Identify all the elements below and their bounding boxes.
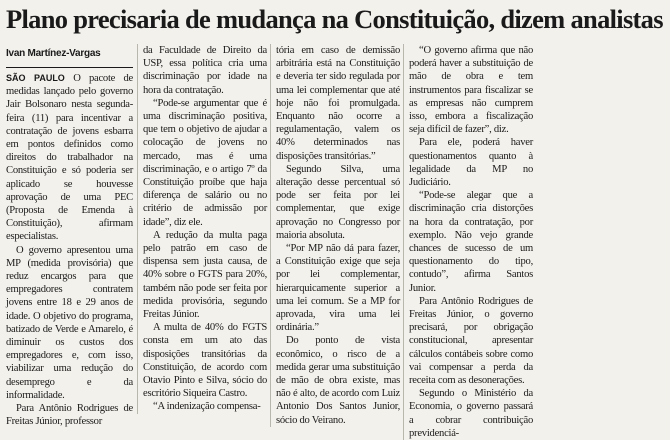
paragraph	[6, 72, 133, 244]
paragraph: “A indenização compensa-	[153, 401, 261, 413]
paragraph: O governo apresentou uma MP (medida provisória) que reduz encargos para que empregadores contratem jovens entre 18 e 29 anos de idade. O objetivo do programa, batizado de Verde e Amarelo, é diminuir os custos dos empregadores e, com isso, viabilizar uma redução do desemprego e da informalidade.	[6, 244, 133, 401]
paragraph: “O governo afirma que não poderá haver a substituição de mão de obra e tem instrumentos para fiscalizar se as empresas não cumprem isso, embora a fiscalização seja difícil de fazer”, diz.	[409, 45, 533, 136]
text-column-4	[403, 44, 533, 440]
paragraph: Do ponto de vista econômico, o risco de a medida gerar uma substituição de mão de obra existe, mas não é alto, de acordo com Luiz Antonio Dos Santos Junior, sócio do Veirano.	[276, 335, 400, 426]
paragraph: “Por MP não dá para fazer, a Constituição exige que seja por lei complementar, hierarquicamente superior a uma lei comum. Se a MP for aprovada, vira uma lei ordinária.”	[276, 243, 400, 334]
paragraph: Para ele, poderá haver questionamentos quanto à legalidade da MP no Judiciário.	[409, 137, 533, 189]
article-body	[6, 44, 668, 439]
paragraph: tória em caso de demissão arbitrária está na Constituição e deveria ter sido regulada por uma lei complementar que até hoje não foi promulgada. Enquanto não ocorre a regulamentação, valem os 40% determinados nas disposições transitórias.”	[276, 45, 400, 162]
paragraph: da Faculdade de Direito da USP, essa política cria uma discriminação por idade na hora da contratação.	[143, 45, 267, 96]
paragraph: Para Antônio Rodrigues de Freitas Júnior, o governo precisará, por obrigação constitucional, apresentar cálculos contábeis sobre como vai compensar a perda da receita com as desonerações.	[409, 295, 533, 387]
article-dateline: SÃO PAULO	[6, 73, 65, 83]
paragraph: “Pode-se alegar que a discriminação cria distorções na hora da contratação, por exemplo. Não vejo grande chances de sucesso de um questionamento do tipo, contudo”, afirma Santos Junior.	[409, 190, 533, 294]
text-column-1	[6, 44, 133, 428]
paragraph: A redução da multa paga pelo patrão em caso de dispensa sem justa causa, de 40% sobre o FGTS para 20%, também não pode ser feita por medida provisória, segundo Freitas Júnior.	[143, 229, 267, 321]
text-column-3	[270, 44, 400, 427]
text-column-2	[137, 44, 267, 414]
paragraph: Para Antônio Rodrigues de Freitas Júnior, professor	[6, 403, 133, 428]
paragraph: A multa de 40% do FGTS consta em um ato das disposições transitórias da Constituição, de acordo com Otavio Pinto e Silva, sócio do escritório Siqueira Castro.	[143, 322, 267, 400]
paragraph-text: O pacote de medidas lançado pelo governo Jair Bolsonaro nesta segunda-feira (11) para incentivar a contratação de jovens esbarra em pontos definidos como direitos do trabalhador na Constituição e só poderia ser aplicado se houvesse aprovação de uma PEC (Proposta de Emenda à Constituição), afirmam especialistas.	[6, 73, 133, 243]
paragraph: Segundo o Ministério da Economia, o governo passará a cobrar contribuição previdenciá-	[409, 388, 533, 439]
paragraph: Segundo Silva, uma alteração desse percentual só pode ser feita por lei complementar, que exige aprovação no Congresso por maioria absoluta.	[276, 163, 400, 241]
article-byline: Ivan Martínez-Vargas	[6, 48, 101, 59]
byline-divider	[6, 67, 133, 68]
article-headline: Plano precisaria de mudança na Constituição, dizem analistas	[6, 4, 663, 34]
paragraph: “Pode-se argumentar que é uma discriminação positiva, que tem o objetivo de ajudar a colocação de jovens no mercado, mas é uma discriminação, e o artigo 7º da Constituição proíbe que haja diferença de salário ou no critério de admissão por idade”, diz ele.	[143, 97, 267, 228]
